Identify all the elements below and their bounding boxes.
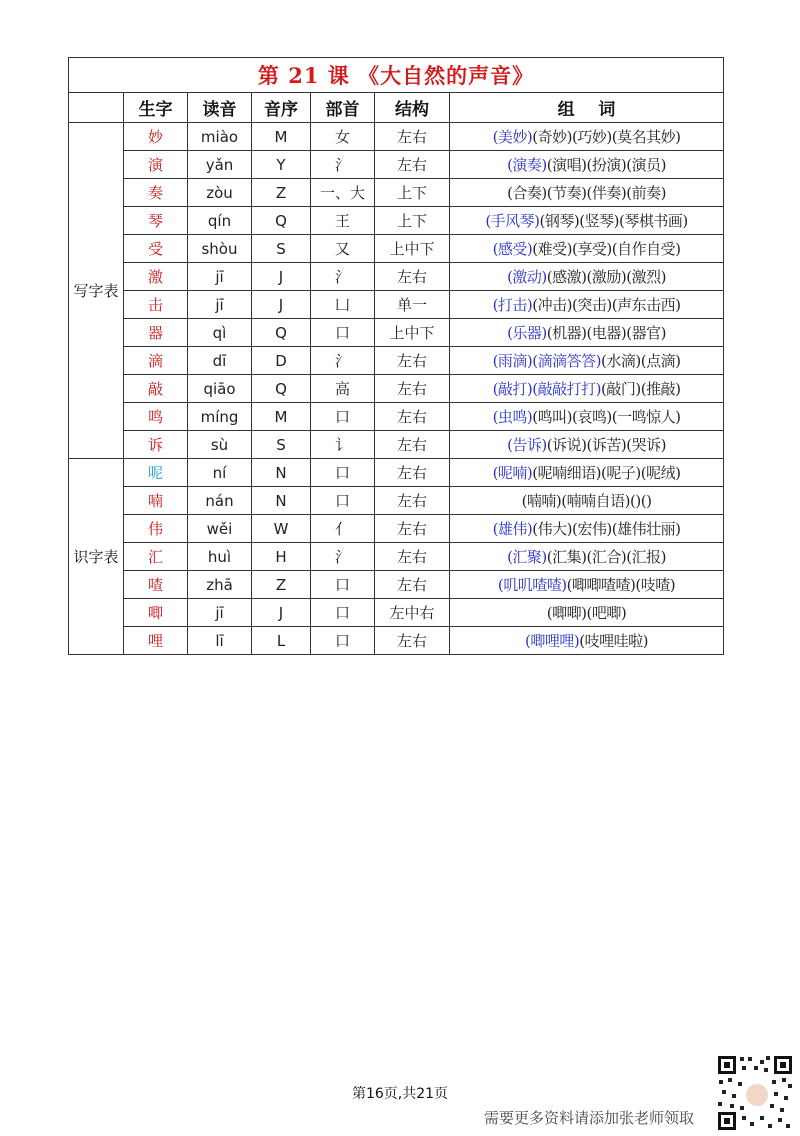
section-label-recognition: 识字表: [69, 459, 124, 655]
structure-cell: 左右: [375, 151, 450, 179]
header-blank: [69, 93, 124, 123]
radical-cell: 口: [311, 459, 375, 487]
word-item: (呢喃): [492, 464, 533, 482]
pinyin-cell: zhā: [188, 571, 252, 599]
words-cell: [450, 599, 724, 627]
table-row: [69, 543, 724, 571]
header-radical: 部首: [311, 93, 375, 123]
title-row: [69, 58, 724, 93]
radical-cell: 口: [311, 319, 375, 347]
structure-cell: 左右: [375, 403, 450, 431]
pinyin-cell: shòu: [188, 235, 252, 263]
char-cell: 受: [124, 235, 188, 263]
order-cell: Z: [252, 571, 311, 599]
order-cell: H: [252, 543, 311, 571]
pinyin-cell: jī: [188, 599, 252, 627]
words-cell: [450, 207, 724, 235]
pinyin-cell: huì: [188, 543, 252, 571]
structure-cell: 左右: [375, 571, 450, 599]
order-cell: Q: [252, 319, 311, 347]
word-item: (伴奏): [586, 184, 627, 202]
word-item: (鸣叫): [532, 408, 572, 426]
char-cell: 演: [124, 151, 188, 179]
words-cell: [450, 179, 724, 207]
table-row: [69, 515, 724, 543]
words-cell: [450, 459, 724, 487]
pinyin-cell: qín: [188, 207, 252, 235]
word-item: (敲打): [492, 380, 533, 398]
char-cell: 呢: [124, 459, 188, 487]
order-cell: L: [252, 627, 311, 655]
radical-cell: 女: [311, 123, 375, 151]
section-label-writing: 写字表: [69, 123, 124, 459]
char-cell: 滴: [124, 347, 188, 375]
char-cell: 激: [124, 263, 188, 291]
word-item: (呢绒): [640, 464, 681, 482]
word-item: (): [640, 492, 652, 510]
table-row: [69, 319, 724, 347]
table-row: [69, 571, 724, 599]
word-item: (激动): [507, 268, 547, 286]
radical-cell: 口: [311, 403, 375, 431]
header-order: 音序: [252, 93, 311, 123]
word-item: (莫名其妙): [611, 128, 681, 146]
char-cell: 敲: [124, 375, 188, 403]
structure-cell: 左右: [375, 627, 450, 655]
table-row: [69, 347, 724, 375]
word-item: (汇聚): [507, 548, 547, 566]
word-item: (哀鸣): [572, 408, 612, 426]
radical-cell: 讠: [311, 431, 375, 459]
words-cell: [450, 487, 724, 515]
char-cell: 唧: [124, 599, 188, 627]
word-item: (虫鸣): [492, 408, 533, 426]
word-item: (前奏): [626, 184, 666, 202]
word-item: (电器): [586, 324, 627, 342]
radical-cell: 氵: [311, 543, 375, 571]
order-cell: J: [252, 291, 311, 319]
table-row: [69, 291, 724, 319]
table-row: [69, 459, 724, 487]
word-item: (一鸣惊人): [611, 408, 681, 426]
table-row: [69, 235, 724, 263]
word-item: (诉苦): [586, 436, 627, 454]
word-item: (汇报): [626, 548, 666, 566]
word-item: (哭诉): [626, 436, 666, 454]
word-item: (演唱): [546, 156, 587, 174]
table-row: [69, 599, 724, 627]
word-item: (激励): [586, 268, 627, 286]
char-cell: 奏: [124, 179, 188, 207]
table-row: [69, 151, 724, 179]
word-item: (演员): [626, 156, 666, 174]
structure-cell: 单一: [375, 291, 450, 319]
table-row: [69, 403, 724, 431]
char-cell: 鸣: [124, 403, 188, 431]
radical-cell: 口: [311, 571, 375, 599]
word-item: (器官): [626, 324, 666, 342]
char-cell: 汇: [124, 543, 188, 571]
char-cell: 诉: [124, 431, 188, 459]
structure-cell: 左中右: [375, 599, 450, 627]
header-structure: 结构: [375, 93, 450, 123]
word-item: (声东击西): [611, 296, 681, 314]
structure-cell: 左右: [375, 123, 450, 151]
order-cell: M: [252, 123, 311, 151]
table-row: [69, 123, 724, 151]
words-cell: [450, 515, 724, 543]
order-cell: D: [252, 347, 311, 375]
char-cell: 击: [124, 291, 188, 319]
pinyin-cell: míng: [188, 403, 252, 431]
word-item: (美妙): [492, 128, 533, 146]
structure-cell: 左右: [375, 459, 450, 487]
pinyin-cell: qiāo: [188, 375, 252, 403]
pinyin-cell: yǎn: [188, 151, 252, 179]
radical-cell: 凵: [311, 291, 375, 319]
words-cell: [450, 431, 724, 459]
structure-cell: 左右: [375, 515, 450, 543]
word-item: (水滴): [601, 352, 641, 370]
words-cell: [450, 123, 724, 151]
word-item: (喃喃自语): [561, 492, 630, 510]
words-cell: [450, 151, 724, 179]
word-item: (唧哩哩): [525, 632, 580, 650]
char-cell: 哩: [124, 627, 188, 655]
word-item: (推敲): [640, 380, 681, 398]
pinyin-cell: jī: [188, 263, 252, 291]
words-cell: [450, 627, 724, 655]
structure-cell: 左右: [375, 431, 450, 459]
word-item: (享受): [572, 240, 612, 258]
radical-cell: 氵: [311, 151, 375, 179]
word-item: (诉说): [546, 436, 587, 454]
word-item: (合奏): [507, 184, 547, 202]
table-row: [69, 431, 724, 459]
radical-cell: 口: [311, 599, 375, 627]
page-title: 第 21 课 《大自然的声音》: [69, 58, 724, 93]
table-row: [69, 207, 724, 235]
words-cell: [450, 263, 724, 291]
word-item: (钢琴): [539, 212, 580, 230]
word-item: (打击): [492, 296, 533, 314]
radical-cell: 口: [311, 627, 375, 655]
pinyin-cell: jī: [188, 291, 252, 319]
word-item: (敲门): [601, 380, 641, 398]
structure-cell: 左右: [375, 347, 450, 375]
pinyin-cell: dī: [188, 347, 252, 375]
word-item: (感受): [492, 240, 533, 258]
word-item: (雨滴): [492, 352, 533, 370]
word-item: (伟大): [532, 520, 572, 538]
pinyin-cell: qì: [188, 319, 252, 347]
word-item: (吱哩哇啦): [579, 632, 648, 650]
header-pinyin: 读音: [188, 93, 252, 123]
char-cell: 喳: [124, 571, 188, 599]
word-item: (吱喳): [635, 576, 676, 594]
radical-cell: 高: [311, 375, 375, 403]
order-cell: N: [252, 487, 311, 515]
order-cell: Y: [252, 151, 311, 179]
word-item: (自作自受): [611, 240, 681, 258]
word-item: (扮演): [586, 156, 627, 174]
order-cell: M: [252, 403, 311, 431]
radical-cell: 口: [311, 487, 375, 515]
word-item: (感激): [546, 268, 587, 286]
table-row: [69, 375, 724, 403]
word-item: (节奏): [546, 184, 587, 202]
word-item: (宏伟): [572, 520, 612, 538]
words-cell: [450, 235, 724, 263]
word-item: (手风琴): [485, 212, 540, 230]
pinyin-cell: zòu: [188, 179, 252, 207]
radical-cell: 氵: [311, 263, 375, 291]
word-item: (冲击): [532, 296, 572, 314]
word-item: (点滴): [640, 352, 681, 370]
words-cell: [450, 375, 724, 403]
header-row: [69, 93, 724, 123]
pinyin-cell: wěi: [188, 515, 252, 543]
word-item: (奇妙): [532, 128, 572, 146]
word-item: (唧唧): [546, 604, 587, 622]
pinyin-cell: sù: [188, 431, 252, 459]
footer-note: 需要更多资料请添加张老师领取: [484, 1109, 695, 1127]
word-item: (): [630, 492, 641, 510]
radical-cell: 氵: [311, 347, 375, 375]
radical-cell: 一、大: [311, 179, 375, 207]
order-cell: W: [252, 515, 311, 543]
pinyin-cell: ní: [188, 459, 252, 487]
words-cell: [450, 403, 724, 431]
word-item: (乐器): [507, 324, 547, 342]
avatar: [744, 1082, 770, 1108]
word-item: (叽叽喳喳): [497, 576, 567, 594]
word-item: (敲敲打打): [532, 380, 601, 398]
order-cell: S: [252, 431, 311, 459]
page-number: 第16页,共21页: [351, 1086, 449, 1102]
pinyin-cell: nán: [188, 487, 252, 515]
order-cell: J: [252, 599, 311, 627]
word-item: (告诉): [507, 436, 547, 454]
pinyin-cell: miào: [188, 123, 252, 151]
structure-cell: 左右: [375, 543, 450, 571]
word-item: (难受): [532, 240, 572, 258]
order-cell: N: [252, 459, 311, 487]
header-char: 生字: [124, 93, 188, 123]
words-cell: [450, 543, 724, 571]
table-row: [69, 179, 724, 207]
word-item: (唧唧喳喳): [566, 576, 636, 594]
structure-cell: 左右: [375, 487, 450, 515]
word-item: (汇集): [546, 548, 587, 566]
word-item: (演奏): [507, 156, 547, 174]
table-row: [69, 627, 724, 655]
qr-code-icon: [716, 1054, 794, 1132]
word-item: (激烈): [626, 268, 666, 286]
structure-cell: 上中下: [375, 235, 450, 263]
words-cell: [450, 347, 724, 375]
structure-cell: 左右: [375, 263, 450, 291]
order-cell: J: [252, 263, 311, 291]
structure-cell: 上下: [375, 179, 450, 207]
char-cell: 器: [124, 319, 188, 347]
word-item: (雄伟壮丽): [611, 520, 681, 538]
structure-cell: 上下: [375, 207, 450, 235]
word-item: (机器): [546, 324, 587, 342]
word-item: (滴滴答答): [532, 352, 601, 370]
word-item: (呢喃细语): [532, 464, 601, 482]
structure-cell: 左右: [375, 375, 450, 403]
word-item: (呢子): [601, 464, 641, 482]
order-cell: Q: [252, 207, 311, 235]
radical-cell: 亻: [311, 515, 375, 543]
word-item: (竖琴): [579, 212, 619, 230]
words-cell: [450, 571, 724, 599]
table-row: [69, 263, 724, 291]
char-cell: 喃: [124, 487, 188, 515]
header-words: 组 词: [450, 93, 724, 123]
words-cell: [450, 319, 724, 347]
table-row: [69, 487, 724, 515]
word-item: (吧唧): [586, 604, 627, 622]
radical-cell: 王: [311, 207, 375, 235]
word-item: (突击): [572, 296, 612, 314]
order-cell: Q: [252, 375, 311, 403]
structure-cell: 上中下: [375, 319, 450, 347]
char-cell: 琴: [124, 207, 188, 235]
vocabulary-table: [68, 57, 724, 655]
pinyin-cell: lī: [188, 627, 252, 655]
word-item: (琴棋书画): [618, 212, 688, 230]
word-item: (巧妙): [572, 128, 612, 146]
char-cell: 妙: [124, 123, 188, 151]
words-cell: [450, 291, 724, 319]
order-cell: S: [252, 235, 311, 263]
order-cell: Z: [252, 179, 311, 207]
char-cell: 伟: [124, 515, 188, 543]
radical-cell: 又: [311, 235, 375, 263]
word-item: (雄伟): [492, 520, 533, 538]
word-item: (喃喃): [521, 492, 562, 510]
word-item: (汇合): [586, 548, 627, 566]
